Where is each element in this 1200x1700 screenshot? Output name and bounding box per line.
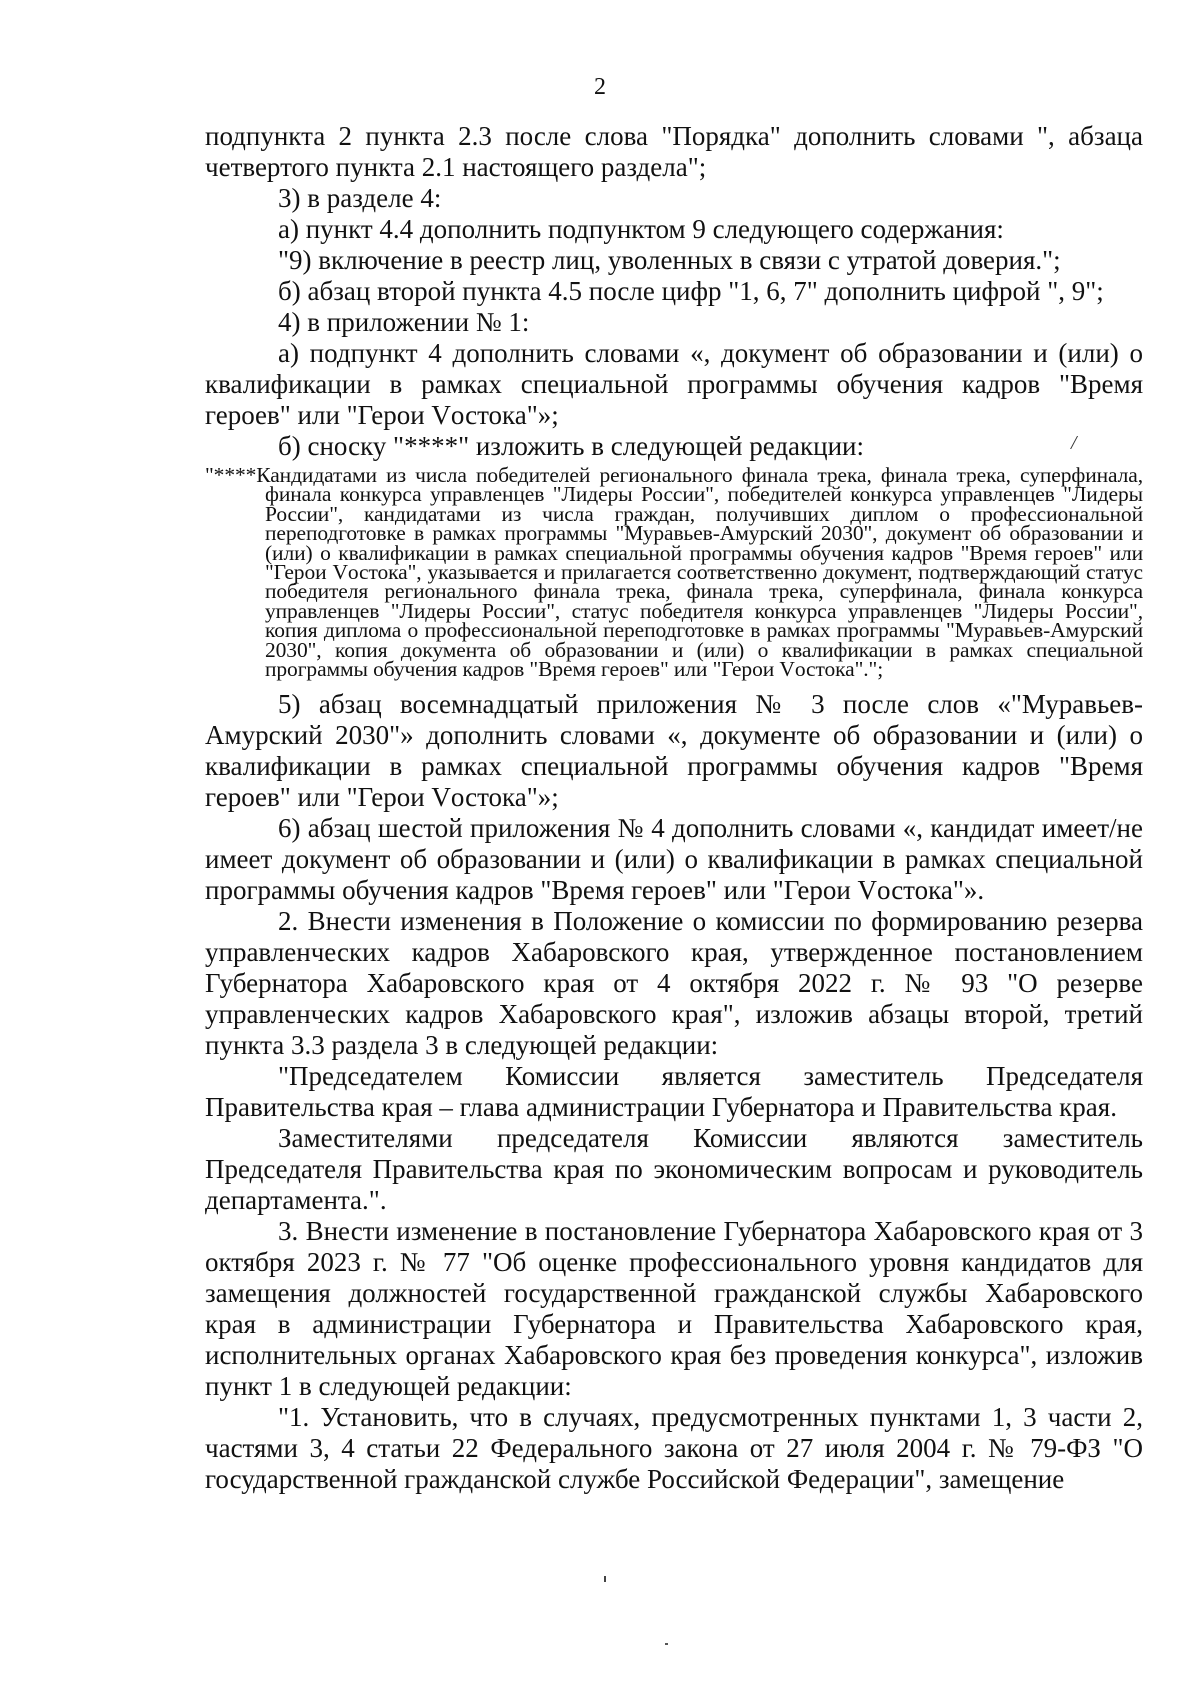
paragraph-item-1: "1. Установить, что в случаях, предусмотренных пунктами 1, 3 части 2, частями 3, 4 статьи 22 Федерального закона от 27 июля 2004 г. № 79-ФЗ "О государственной гражданской службе Российской Федерации", замещение: [205, 1402, 1143, 1495]
document-body: [205, 121, 1143, 1495]
paragraph-appendix-1: 4) в приложении № 1:: [278, 307, 530, 337]
scan-speck: [604, 1576, 606, 1582]
paragraph-chairman: "Председателем Комиссии является заместитель Председателя Правительства края – глава администрации Губернатора и Правительства края.: [205, 1061, 1143, 1123]
paragraph-section-3: 3. Внести изменение в постановление Губернатора Хабаровского края от 3 октября 2023 г. № 77 "Об оценке профессионального уровня кандидатов для замещения должностей государственной гражданской службы Хабаровского края в администрации Губернатора и Правительства Хабаровского края, исполнительных органах Хабаровского края без проведения конкурса", изложив пункт 1 в следующей редакции:: [205, 1216, 1143, 1402]
paragraph-deputies: Заместителями председателя Комиссии являются заместитель Председателя Правительства края по экономическим вопросам и руководитель департамента.".: [205, 1123, 1143, 1216]
page-number: 2: [594, 74, 606, 100]
paragraph-appendix-4: 6) абзац шестой приложения № 4 дополнить словами «, кандидат имеет/не имеет документ об образовании и (или) о квалификации в рамках специальной программы обучения кадров "Время героев" или "Герои Vостока"».: [205, 813, 1143, 906]
paragraph-appendix-3: 5) абзац восемнадцатый приложения № 3 после слов «"Муравьев-Амурский 2030"» дополнить словами «, документе об образовании и (или) о квалификации в рамках специальной программы обучения кадров "Время героев" или "Герои Vостока"»;: [205, 689, 1143, 813]
paragraph-item-4-5: б) абзац второй пункта 4.5 после цифр "1, 6, 7" дополнить цифрой ", 9";: [278, 276, 1104, 306]
paragraph-section-2: 2. Внести изменения в Положение о комиссии по формированию резерва управленческих кадров Хабаровского края, утвержденное постановлением Губернатора Хабаровского края от 4 октября 2022 г. № 93 "О резерве управленческих кадров Хабаровского края", изложив абзацы второй, третий пункта 3.3 раздела 3 в следующей редакции:: [205, 906, 1143, 1061]
paragraph-continuation: подпункта 2 пункта 2.3 после слова "Порядка" дополнить словами ", абзаца четвертого пункта 2.1 настоящего раздела";: [205, 121, 1143, 182]
scan-speck: [665, 1643, 668, 1645]
paragraph-subitem-4: а) подпункт 4 дополнить словами «, документ об образовании и (или) о квалификации в рамках специальной программы обучения кадров "Время героев" или "Герои Vостока"»;: [205, 338, 1143, 430]
paragraph-footnote-intro: б) сноску "****" изложить в следующей редакции:: [278, 431, 865, 461]
footnote-text: "****Кандидатами из числа победителей регионального финала трека, финала трека, суперфинала, финала конкурса управленцев "Лидеры России", победителей конкурса управленцев "Лидеры России", кандидатами из числа граждан, получивших диплом о профессиональной переподготовке в рамках программы "Муравьев-Амурский 2030", документ об образовании и (или) о квалификации в рамках специальной программы обучения кадров "Время героев" или "Герои Vостока", указывается и прилагается соответственно документ, подтверждающий статус победителя регионального финала трека, финала трека, суперфинала, финала конкурса управленцев "Лидеры России", статус победителя конкурса управленцев "Лидеры России", копия диплома о профессиональной переподготовке в рамках программы "Муравьев-Амурский 2030", копия документа об образовании и (или) о квалификации в рамках специальной программы обучения кадров "Время героев" или "Герои Vостока".";: [205, 463, 1143, 682]
handwritten-mark: /: [1071, 432, 1077, 454]
paragraph-subitem-9: "9) включение в реестр лиц, уволенных в связи с утратой доверия.";: [278, 245, 1061, 275]
paragraph-item-4-4: а) пункт 4.4 дополнить подпунктом 9 следующего содержания:: [278, 214, 1004, 244]
paragraph-section-4: 3) в разделе 4:: [278, 183, 442, 213]
